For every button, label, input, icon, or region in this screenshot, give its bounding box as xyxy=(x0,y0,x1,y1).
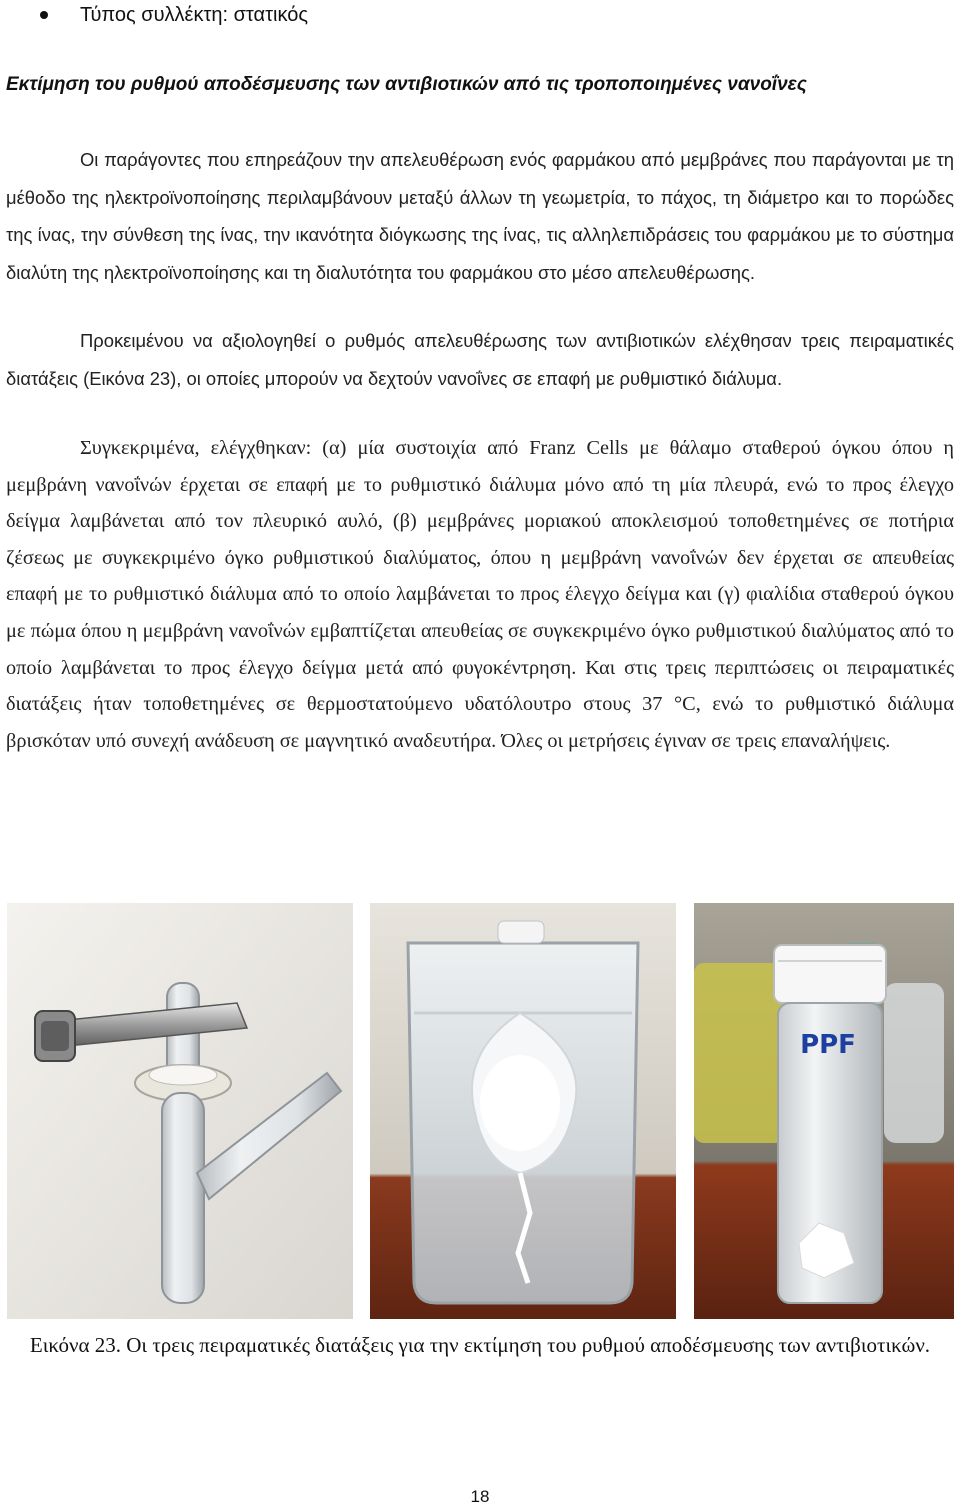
vial-label: PPF xyxy=(800,1030,856,1060)
page-number: 18 xyxy=(470,1487,490,1506)
photo-beaker-membrane xyxy=(370,903,676,1319)
bullet-dot-icon xyxy=(40,11,48,19)
paragraph-setups: Προκειμένου να αξιολογηθεί ο ρυθμός απελευθέρωσης των αντιβιοτικών ελέχθησαν τρεις πειραματικές διατάξεις (Εικόνα 23), οι οποίες μπορούν να δεχτούν νανοΐνες σε επαφή με ρυθμιστικό διάλυμα. xyxy=(6,330,954,389)
bullet-text: Τύπος συλλέκτη: στατικός xyxy=(80,4,308,26)
figure-caption: Εικόνα 23. Οι τρεις πειραματικές διατάξεις για την εκτίμηση του ρυθμού αποδέσμευσης των αντιβιοτικών. xyxy=(29,1333,931,1357)
paragraph-factors: Οι παράγοντες που επηρεάζουν την απελευθέρωση ενός φαρμάκου από μεμβράνες που παράγονται με τη μέθοδο της ηλεκτροϊνοποίησης περιλαμβάνουν μεταξύ άλλων τη γεωμετρία, το πάχος, τη διάμετρο και το πορώδες της ίνας, την σύνθεση της ίνας, την ικανότητα διόγκωσης της ίνας, τις αλληλεπιδράσεις του φαρμάκου με το σύστημα διαλύτη της ηλεκτροϊνοποίησης και τη διαλυτότητα του φαρμάκου στο μέσο απελευθέρωσης. xyxy=(6,149,954,283)
paragraph-details: Συγκεκριμένα, ελέγχθηκαν: (α) μία συστοιχία από Franz Cells με θάλαμο σταθερού όγκου όπου η μεμβράνη νανοΐνών έρχεται σε επαφή με το ρυθμιστικό διάλυμα μόνο από τη μία πλευρά, ενώ το προς έλεγχο δείγμα λαμβάνεται από τον πλευρικό αυλό, (β) μεμβράνες μοριακού αποκλεισμού τοποθετημένες σε ποτήρια ζέσεως με συγκεκριμένο όγκο ρυθμιστικού διαλύματος, όπου η μεμβράνη νανοΐνών δεν έρχεται σε απευθείας επαφή με το ρυθμιστικό διάλυμα από το οποίο λαμβάνεται το προς έλεγχο δείγμα και (γ) φιαλίδια σταθερού όγκου με πώμα όπου η μεμβράνη νανοΐνών εμβαπτίζεται απευθείας σε συγκεκριμένο όγκο ρυθμιστικού διαλύματος από το οποίο λαμβάνεται το προς έλεγχο δείγμα μετά από φυγοκέντρηση. Και στις τρεις περιπτώσεις οι πειραματικές διατάξεις ήταν τοποθετημένες σε θερμοστατούμενο υδατόλουτρο στους 37 °C, ενώ το ρυθμιστικό διάλυμα βρισκόταν υπό συνεχή ανάδευση σε μαγνητικό αναδευτήρα. Όλες οι μετρήσεις έγιναν σε τρεις επαναλήψεις. xyxy=(6,437,954,752)
photo-vial xyxy=(694,903,954,1319)
photo-franz-cell xyxy=(7,903,353,1319)
section-heading: Εκτίμηση του ρυθμού αποδέσμευσης των αντιβιοτικών από τις τροποποιημένες νανοΐνες xyxy=(6,74,807,95)
